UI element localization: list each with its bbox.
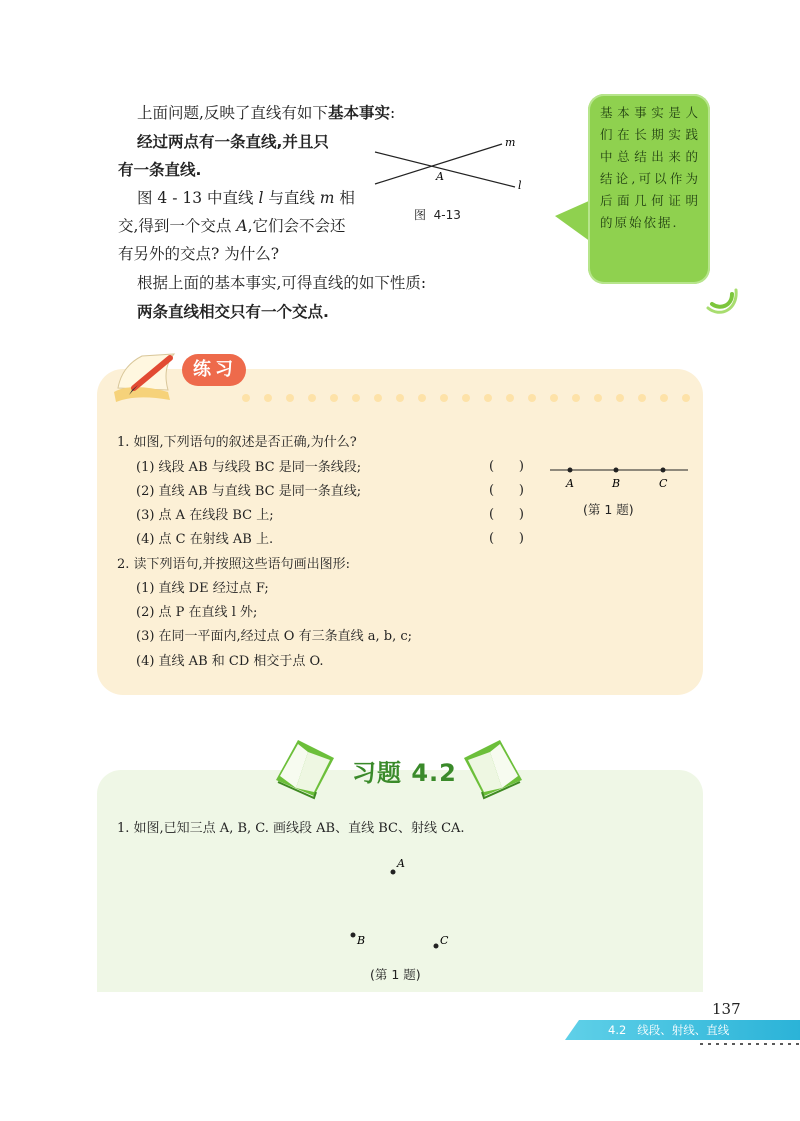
practice-q2-item-2: (2) 点 P 在直线 l 外; <box>136 605 258 620</box>
open-book-left-icon <box>268 728 340 800</box>
open-book-right-icon <box>458 728 530 800</box>
practice-q1-item-1-answer: ( ) <box>489 459 524 474</box>
label-c: C <box>440 934 449 947</box>
bold-property-statement: 两条直线相交只有一个交点. <box>137 303 329 321</box>
label-m: m <box>505 136 516 149</box>
practice-q1-item-1: (1) 线段 AB 与线段 BC 是同一条线段; <box>136 460 362 475</box>
point-a <box>391 870 396 875</box>
bold-statement-line-2: 有一条直线. <box>118 161 202 179</box>
text-paragraph-line-a: 图 4 - 13 中直线 l 与直线 m 相 <box>137 189 355 207</box>
side-note-bubble <box>588 94 710 284</box>
label-b: B <box>357 934 366 947</box>
figure-4-13-caption: 图 4-13 <box>414 208 461 222</box>
text-paragraph-line-b: 交,得到一个交点 A,它们会不会还 <box>118 217 346 235</box>
practice-header-dots <box>238 390 698 406</box>
footer-dotted-rule <box>700 1041 800 1047</box>
practice-q1-item-2-answer: ( ) <box>489 483 524 498</box>
point-b <box>351 933 356 938</box>
practice-figure-line-abc <box>548 460 693 494</box>
label-l: l <box>518 179 522 192</box>
point-c <box>661 468 666 473</box>
practice-q1: 1. 如图,下列语句的叙述是否正确,为什么? <box>117 435 357 450</box>
exercise-figure-caption: (第 1 题) <box>370 967 421 982</box>
practice-q1-item-3: (3) 点 A 在线段 BC 上; <box>136 508 274 523</box>
bold-statement-line-1: 经过两点有一条直线,并且只 <box>137 133 329 151</box>
practice-q2: 2. 读下列语句,并按照这些语句画出图形: <box>117 557 351 572</box>
exercise-title: 习题 4.2 <box>352 759 457 787</box>
pencil-paper-icon <box>112 348 190 408</box>
footer-section-label: 4.2 线段、射线、直线 <box>608 1023 730 1037</box>
side-note-tail <box>555 200 591 242</box>
practice-q2-item-3: (3) 在同一平面内,经过点 O 有三条直线 a, b, c; <box>136 629 412 644</box>
practice-q2-item-1: (1) 直线 DE 经过点 F; <box>136 581 269 596</box>
line-l <box>375 152 515 187</box>
figure-4-13 <box>370 132 530 202</box>
page-number: 137 <box>712 1000 741 1018</box>
practice-q2-item-4: (4) 直线 AB 和 CD 相交于点 O. <box>136 654 324 669</box>
side-note-text: 基本事实是人们在长期实践中总结出来的结论,可以作为后面几何证明的原始依据. <box>600 105 700 230</box>
label-c: C <box>659 477 668 490</box>
practice-q1-item-4-answer: ( ) <box>489 531 524 546</box>
side-note-curl-icon <box>706 280 740 316</box>
point-b <box>614 468 619 473</box>
practice-figure-caption: (第 1 题) <box>583 502 634 517</box>
point-a <box>568 468 573 473</box>
point-c <box>434 944 439 949</box>
practice-q1-item-4: (4) 点 C 在射线 AB 上. <box>136 532 274 547</box>
label-a: A <box>397 857 405 870</box>
exercise-q1: 1. 如图,已知三点 A, B, C. 画线段 AB、直线 BC、射线 CA. <box>117 821 465 836</box>
practice-q1-item-2: (2) 直线 AB 与直线 BC 是同一条直线; <box>136 484 362 499</box>
text-property-intro: 根据上面的基本事实,可得直线的如下性质: <box>137 274 427 292</box>
label-a: A <box>566 477 574 490</box>
text-paragraph-line-c: 有另外的交点? 为什么? <box>118 245 280 263</box>
exercise-figure-three-points <box>340 850 460 960</box>
label-b: B <box>612 477 621 490</box>
label-A: A <box>436 170 444 183</box>
text-line-basic-fact: 上面问题,反映了直线有如下基本事实: <box>137 104 396 122</box>
practice-q1-item-3-answer: ( ) <box>489 507 524 522</box>
practice-title: 练习 <box>193 359 237 380</box>
